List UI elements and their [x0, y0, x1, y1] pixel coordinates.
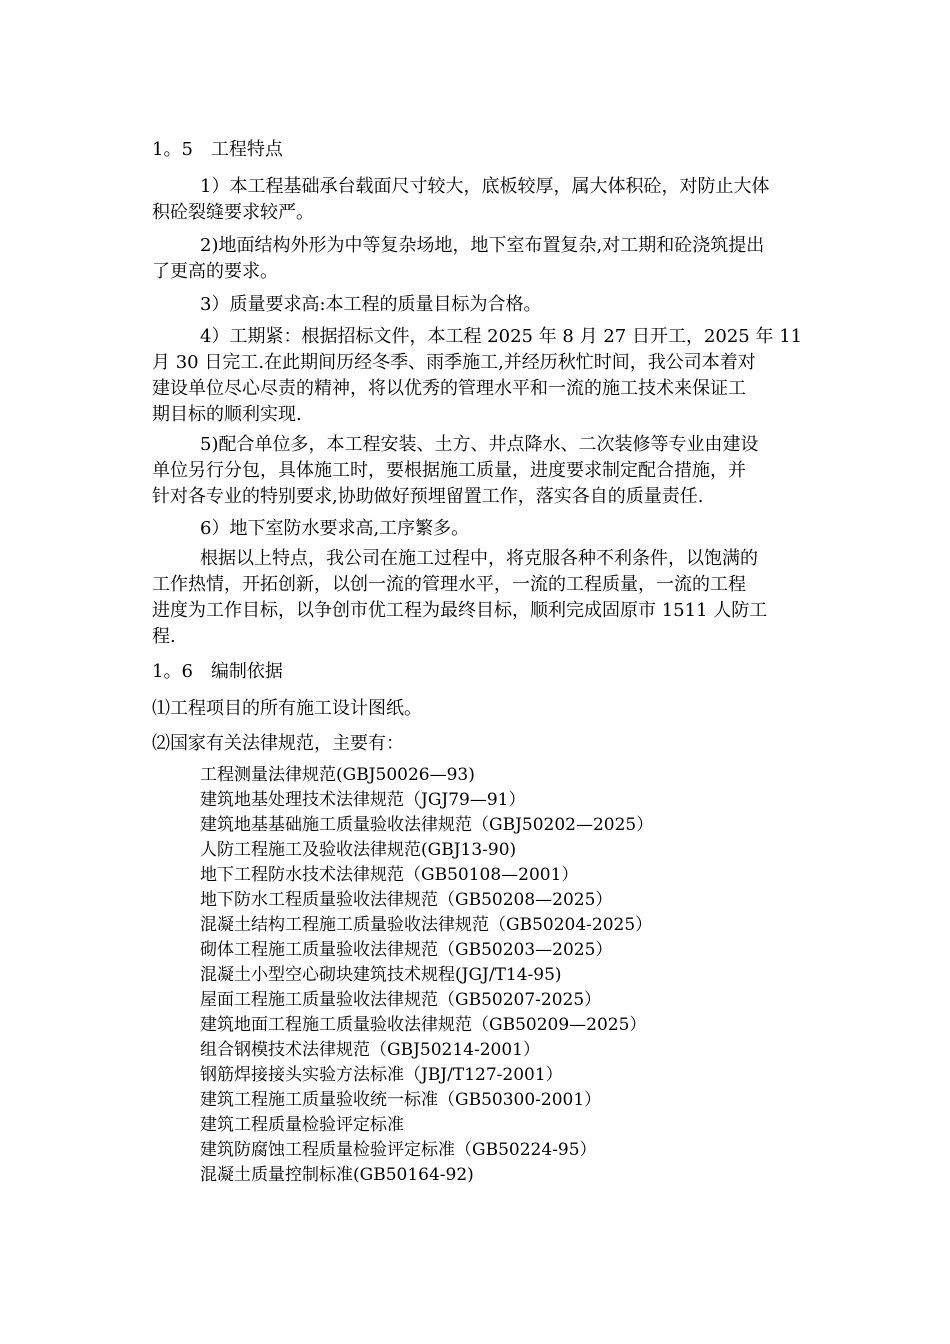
paragraph-line: 了更高的要求。: [152, 261, 278, 282]
section-heading-1-6: [152, 659, 283, 685]
paragraph-line: 期目标的顺利实现.: [152, 404, 302, 425]
paragraph-line: 工作热情，开拓创新，以创一流的管理水平，一流的工程质量，一流的工程: [152, 574, 746, 595]
reference-item: 地下防水工程质量验收法律规范（GB50208—2025）: [200, 890, 613, 910]
reference-item: 工程测量法律规范(GBJ50026—93): [200, 765, 475, 785]
list-item: ⑵国家有关法律规范，主要有：: [152, 733, 404, 754]
section-heading-1-5: [152, 137, 283, 163]
reference-item: 建筑地面工程施工质量验收法律规范（GB50209—2025）: [200, 1015, 647, 1035]
paragraph-line: 建设单位尽心尽责的精神，将以优秀的管理水平和一流的施工技术来保证工: [152, 378, 746, 399]
reference-item: 组合钢模技术法律规范（GBJ50214-2001）: [200, 1040, 540, 1060]
reference-item: 屋面工程施工质量验收法律规范（GB50207-2025）: [200, 990, 602, 1010]
paragraph-line: 根据以上特点，我公司在施工过程中，将克服各种不利条件，以饱满的: [200, 548, 758, 569]
paragraph-line: 2)地面结构外形为中等复杂场地，地下室布置复杂,对工期和砼浇筑提出: [200, 235, 765, 256]
paragraph-line: 进度为工作目标，以争创市优工程为最终目标，顺利完成固原市 1511 人防工: [152, 600, 768, 621]
paragraph-line: 5)配合单位多，本工程安装、土方、井点降水、二次装修等专业由建设: [200, 434, 759, 455]
reference-item: 混凝土结构工程施工质量验收法律规范（GB50204-2025）: [200, 915, 653, 935]
section-number: 1。6: [152, 661, 193, 682]
section-number: 1。5: [152, 139, 193, 160]
paragraph-line: 积砼裂缝要求较严。: [152, 202, 314, 223]
reference-item: 钢筋焊接接头实验方法标准（JBJ/T127-2001）: [200, 1065, 563, 1085]
reference-item: 建筑工程质量检验评定标准: [200, 1115, 404, 1135]
section-title: 工程特点: [210, 139, 283, 160]
reference-item: 建筑地基处理技术法律规范（JGJ79—91）: [200, 790, 526, 810]
paragraph-line: 针对各专业的特别要求,协助做好预埋留置工作，落实各自的质量责任.: [152, 486, 704, 507]
paragraph-line: 月 30 日完工.在此期间历经冬季、雨季施工,并经历秋忙时间，我公司本着对: [152, 352, 756, 373]
reference-item: 人防工程施工及验收法律规范(GBJ13-90): [200, 840, 517, 860]
paragraph-line: 3）质量要求高:本工程的质量目标为合格。: [200, 294, 542, 315]
reference-item: 建筑防腐蚀工程质量检验评定标准（GB50224-95）: [200, 1140, 597, 1160]
paragraph-line: 程.: [152, 626, 176, 647]
section-title: 编制依据: [210, 661, 283, 682]
paragraph-line: 6）地下室防水要求高,工序繁多。: [200, 518, 470, 539]
reference-item: 建筑工程施工质量验收统一标准（GB50300-2001）: [200, 1090, 602, 1110]
list-item: ⑴工程项目的所有施工设计图纸。: [152, 698, 422, 719]
reference-item: 建筑地基基础施工质量验收法律规范（GBJ50202—2025）: [200, 815, 654, 835]
reference-item: 砌体工程施工质量验收法律规范（GB50203—2025）: [200, 940, 613, 960]
reference-item: 混凝土质量控制标准(GB50164-92): [200, 1165, 474, 1185]
paragraph-line: 4）工期紧：根据招标文件，本工程 2025 年 8 月 27 日开工，2025 年 11: [200, 326, 803, 347]
reference-item: 混凝土小型空心砌块建筑技术规程(JGJ/T14-95): [200, 965, 562, 985]
reference-item: 地下工程防水技术法律规范（GB50108—2001）: [200, 865, 579, 885]
paragraph-line: 单位另行分包，具体施工时，要根据施工质量，进度要求制定配合措施，并: [152, 460, 746, 481]
paragraph-line: 1）本工程基础承台载面尺寸较大，底板较厚，属大体积砼，对防止大体: [200, 176, 770, 197]
